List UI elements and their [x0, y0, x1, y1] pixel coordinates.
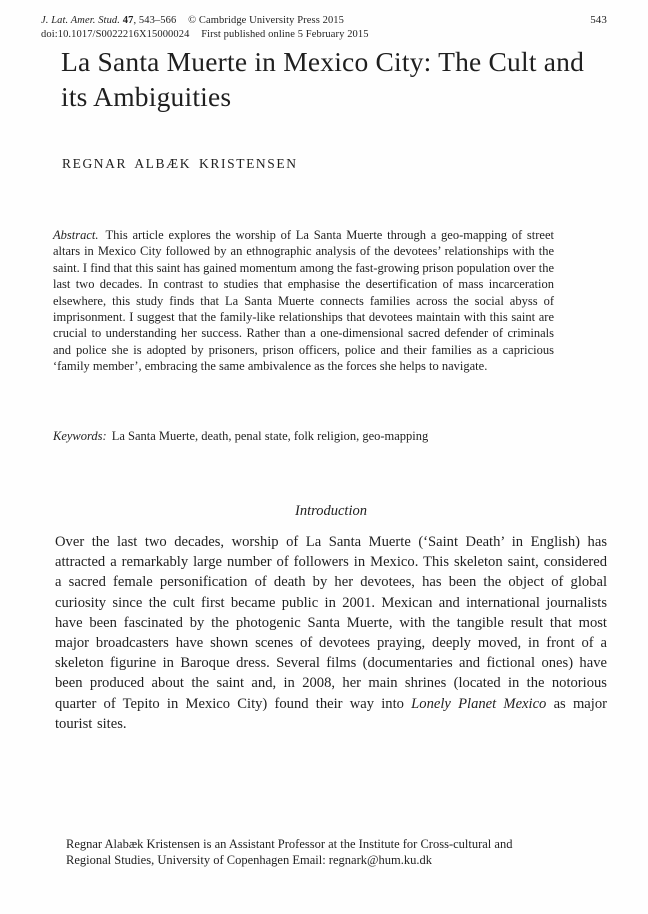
abstract-text: This article explores the worship of La Santa Muerte through a geo-mapping of street altars in Mexico City followed by an ethnographic analysis of the devotees’ relationships with the saint. I find that this saint has gained momentum among the fast-growing prison population over the last two decades. In contrast to studies that emphasise the desertification of mass incarceration elsewhere, this study finds that La Santa Muerte connects families across the social abyss of imprisonment. I suggest that the family-like relationships that devotees maintain with this saint are crucial to understanding her success. Rather than a one-dimensional sacred defender of criminals and police she is adopted by prisoners, prison officers, police and their families as a capricious ‘family member’, embracing the same ambivalence as the forces she helps to navigate. [53, 228, 554, 374]
page-number: 543 [590, 14, 607, 26]
article-author: REGNAR ALBÆK KRISTENSEN [62, 156, 298, 171]
section-heading-introduction: Introduction [295, 503, 367, 519]
journal-pages: , 543–566 [133, 15, 177, 26]
running-head-line1 [41, 14, 607, 28]
introduction-paragraph [55, 532, 607, 734]
keywords [53, 428, 554, 444]
journal-citation [41, 14, 344, 28]
abstract-label: Abstract. [53, 228, 99, 242]
keywords-text: La Santa Muerte, death, penal state, folk religion, geo-mapping [111, 429, 429, 443]
journal-volume: 47 [122, 15, 134, 26]
journal-copyright: © Cambridge University Press 2015 [188, 15, 345, 26]
book-title-lonely-planet: Lonely Planet Mexico [411, 695, 547, 712]
paragraph-text-end: as major tourist sites. [55, 695, 607, 732]
running-head-line2 [41, 28, 607, 42]
article-doi: doi:10.1017/S0022216X15000024 [41, 28, 190, 40]
keywords-label: Keywords: [53, 429, 107, 443]
journal-abbreviation: J. Lat. Amer. Stud. [41, 15, 120, 26]
author-affiliation-footnote: Regnar Alabæk Kristensen is an Assistant Professor at the Institute for Cross-cultural and Regional Studies, University of Copenhagen Email: regnark@hum.ku.dk [66, 837, 513, 868]
abstract [53, 227, 554, 375]
article-title: La Santa Muerte in Mexico City: The Cult and its Ambiguities [61, 46, 585, 112]
first-published-note: First published online 5 February 2015 [201, 28, 369, 40]
paragraph-text-start: Over the last two decades, worship of La Santa Muerte (‘Saint Death’ in English) has attracted a remarkably large number of followers in Mexico. This skeleton saint, considered a sacred female personification of death by her devotees, has been the object of global curiosity since the cult first became public in 2001. Mexican and international journalists have been fascinated by the photogenic Santa Muerte, with the tangible result that most major broadcasters have shown scenes of devotees praying, deeply moved, in front of a skeleton figurine in Baroque dress. Several films (documentaries and fictional ones) have been produced about the saint and, in 2008, her main shrines (located in the notorious quarter of Tepito in Mexico City) found their way into [55, 534, 607, 712]
running-head [41, 14, 607, 41]
